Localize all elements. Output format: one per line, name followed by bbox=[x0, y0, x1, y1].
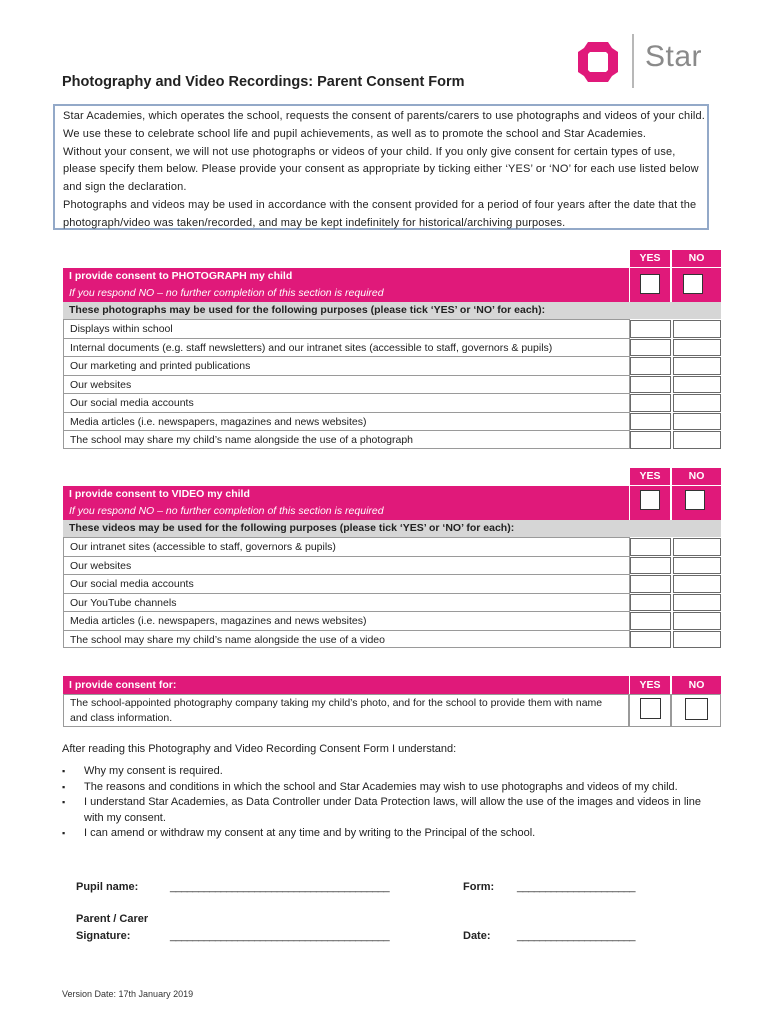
consent-for-heading: I provide consent for: bbox=[63, 676, 629, 694]
bullet-icon: ▪ bbox=[62, 766, 66, 776]
photo-row-no-box[interactable] bbox=[673, 320, 721, 338]
video-purpose-row: Our intranet sites (accessible to staff, governors & pupils) bbox=[63, 537, 630, 556]
photo-heading-text: I provide consent to PHOTOGRAPH my child bbox=[69, 270, 293, 282]
list-item-text: I can amend or withdraw my consent at any time and by writing to the Principal of the school. bbox=[84, 827, 536, 839]
photo-row-yes-box[interactable] bbox=[630, 320, 671, 338]
bullet-icon: ▪ bbox=[62, 828, 66, 838]
understand-intro: After reading this Photography and Video Recording Consent Form I understand: bbox=[62, 743, 457, 755]
photo-row-no-box[interactable] bbox=[673, 431, 721, 449]
photo-purpose-row: Media articles (i.e. newspapers, magazines and news websites) bbox=[63, 412, 630, 431]
list-item-text: The reasons and conditions in which the school and Star Academies may wish to use photographs and videos of my child. bbox=[84, 780, 678, 793]
pupil-name-label: Pupil name: bbox=[76, 881, 139, 893]
form-label: Form: bbox=[463, 881, 495, 893]
video-yes-header: YES bbox=[630, 468, 670, 485]
video-row-yes-box[interactable] bbox=[630, 575, 671, 593]
date-field[interactable]: _____________________ bbox=[517, 930, 635, 942]
video-row-no-box[interactable] bbox=[673, 557, 721, 575]
list-item bbox=[62, 826, 712, 842]
photo-note-text: If you respond NO – no further completion of this section is required bbox=[69, 287, 384, 299]
intro-paragraph: Star Academies, which operates the school, requests the consent of parents/carers to use photographs and videos of your child. We use these to celebrate school life and pupil achievements, as well as to promote the school and Star Academies. bbox=[63, 110, 705, 140]
signature-field[interactable]: _______________________________________ bbox=[170, 930, 390, 942]
video-no-checkbox[interactable] bbox=[685, 490, 705, 510]
photo-row-yes-box[interactable] bbox=[630, 376, 671, 394]
video-purpose-heading: These videos may be used for the following purposes (please tick ‘YES’ or ‘NO’ for each): bbox=[63, 520, 721, 537]
intro-box bbox=[53, 104, 709, 230]
list-item bbox=[62, 780, 712, 796]
version-date: Version Date: 17th January 2019 bbox=[62, 989, 194, 999]
video-row-no-box[interactable] bbox=[673, 631, 721, 649]
photo-row-no-box[interactable] bbox=[673, 339, 721, 357]
photo-purpose-row: Our social media accounts bbox=[63, 393, 630, 412]
video-note-text: If you respond NO – no further completion of this section is required bbox=[69, 505, 384, 517]
consent-for-yes-header: YES bbox=[630, 676, 670, 694]
video-purpose-row: Media articles (i.e. newspapers, magazines and news websites) bbox=[63, 611, 630, 630]
video-no-header: NO bbox=[672, 468, 721, 485]
photo-row-yes-box[interactable] bbox=[630, 413, 671, 431]
understand-list bbox=[62, 764, 712, 842]
date-label: Date: bbox=[463, 930, 491, 942]
list-item-text: I understand Star Academies, as Data Controller under Data Protection laws, will allow the use of the images and videos in line with my consent. bbox=[84, 796, 701, 824]
video-row-no-box[interactable] bbox=[673, 612, 721, 630]
pupil-name-field[interactable]: _______________________________________ bbox=[170, 881, 390, 893]
list-item-text: Why my consent is required. bbox=[84, 765, 223, 777]
video-purpose-row: Our YouTube channels bbox=[63, 593, 630, 612]
page-title: Photography and Video Recordings: Parent Consent Form bbox=[62, 74, 465, 90]
video-row-yes-box[interactable] bbox=[630, 538, 671, 556]
form-field[interactable]: _____________________ bbox=[517, 881, 635, 893]
photo-purpose-row: Our marketing and printed publications bbox=[63, 356, 630, 375]
photo-row-no-box[interactable] bbox=[673, 376, 721, 394]
photo-row-no-box[interactable] bbox=[673, 413, 721, 431]
photo-consent-heading bbox=[63, 268, 629, 302]
bullet-icon: ▪ bbox=[62, 781, 66, 792]
video-yes-checkbox[interactable] bbox=[640, 490, 660, 510]
video-row-no-box[interactable] bbox=[673, 538, 721, 556]
photo-row-no-box[interactable] bbox=[673, 394, 721, 412]
list-item bbox=[62, 795, 712, 826]
intro-paragraph: Photographs and videos may be used in accordance with the consent provided for a period of four years after the date that the photograph/video was taken/recorded, and may be kept indefinitely for historical/archiving purposes. bbox=[63, 198, 697, 229]
consent-for-no-header: NO bbox=[672, 676, 721, 694]
video-purpose-row: The school may share my child’s name alongside the use of a video bbox=[63, 630, 630, 649]
photo-purpose-row: Our websites bbox=[63, 375, 630, 394]
consent-for-text: The school-appointed photography company taking my child’s photo, and for the school to provide them with name and class information. bbox=[63, 694, 629, 727]
bullet-icon: ▪ bbox=[62, 797, 66, 807]
photo-row-yes-box[interactable] bbox=[630, 357, 671, 375]
video-row-no-box[interactable] bbox=[673, 594, 721, 612]
photo-row-yes-box[interactable] bbox=[630, 394, 671, 412]
video-row-yes-box[interactable] bbox=[630, 557, 671, 575]
logo-text: Star bbox=[645, 40, 703, 73]
photo-yes-checkbox[interactable] bbox=[640, 274, 660, 294]
video-consent-heading bbox=[63, 486, 629, 520]
logo-divider bbox=[632, 34, 634, 88]
video-row-yes-box[interactable] bbox=[630, 631, 671, 649]
video-row-yes-box[interactable] bbox=[630, 594, 671, 612]
parent-carer-label: Parent / Carer bbox=[76, 913, 149, 925]
intro-paragraph: Without your consent, we will not use photographs or videos of your child. If you only give consent for certain types of use, please specify them below. Please provide your consent as appropriate by ticking either ‘YES’ or ‘NO’ for each use listed below and sign the declaration. bbox=[63, 145, 699, 194]
photo-no-header: NO bbox=[672, 250, 721, 267]
photo-purpose-row: The school may share my child’s name alongside the use of a photograph bbox=[63, 430, 630, 449]
list-item bbox=[62, 764, 712, 780]
photo-row-yes-box[interactable] bbox=[630, 339, 671, 357]
video-row-no-box[interactable] bbox=[673, 575, 721, 593]
signature-label: Signature: bbox=[76, 930, 131, 942]
photo-no-checkbox[interactable] bbox=[683, 274, 703, 294]
consent-for-yes-checkbox[interactable] bbox=[640, 698, 661, 719]
video-row-yes-box[interactable] bbox=[630, 612, 671, 630]
photo-purpose-row: Displays within school bbox=[63, 319, 630, 338]
video-purpose-row: Our websites bbox=[63, 556, 630, 575]
video-purpose-row: Our social media accounts bbox=[63, 574, 630, 593]
photo-purpose-row: Internal documents (e.g. staff newsletters) and our intranet sites (accessible to staff, governors & pupils) bbox=[63, 338, 630, 357]
video-heading-text: I provide consent to VIDEO my child bbox=[69, 488, 250, 500]
photo-yes-header: YES bbox=[630, 250, 670, 267]
photo-purpose-heading: These photographs may be used for the following purposes (please tick ‘YES’ or ‘NO’ for each): bbox=[63, 302, 721, 319]
photo-row-yes-box[interactable] bbox=[630, 431, 671, 449]
photo-row-no-box[interactable] bbox=[673, 357, 721, 375]
consent-for-no-checkbox[interactable] bbox=[685, 698, 708, 720]
